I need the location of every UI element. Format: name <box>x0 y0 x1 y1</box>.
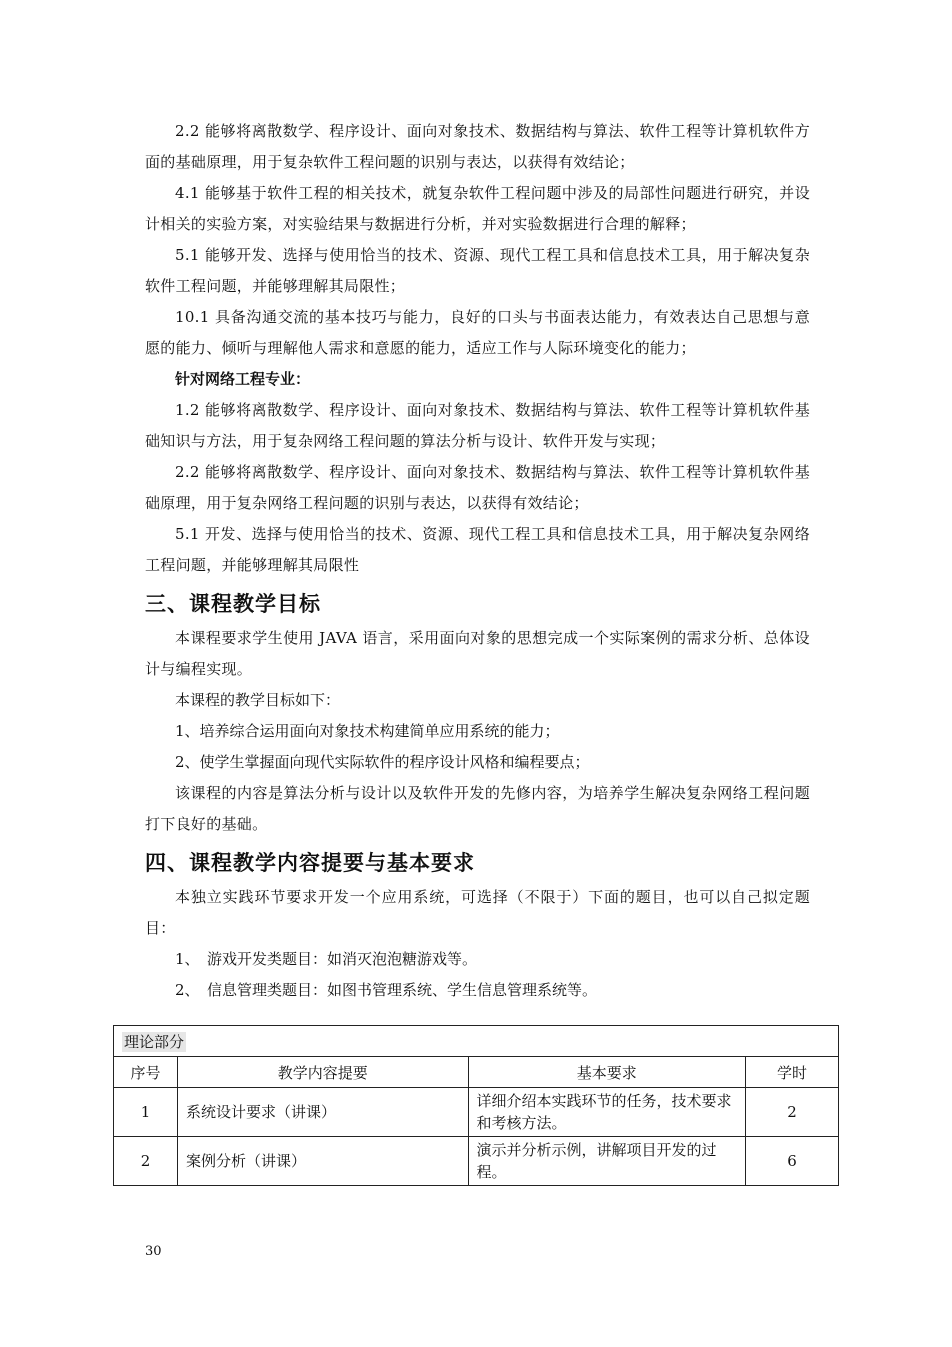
section-3-goal-1: 1、培养综合运用面向对象技术构建简单应用系统的能力； <box>175 722 560 740</box>
cell-requirement: 演示并分析示例，讲解项目开发的过程。 <box>468 1137 746 1186</box>
cell-content: 案例分析（讲课） <box>177 1137 468 1186</box>
network-paragraph-2-2: 2.2 能够将离散数学、程序设计、面向对象技术、数据结构与算法、软件工程等计算机软件基础原理，用于复杂网络工程问题的识别与表达，以获得有效结论； <box>145 463 810 512</box>
network-heading: 针对网络工程专业： <box>175 370 311 388</box>
cell-requirement: 详细介绍本实践环节的任务，技术要求和考核方法。 <box>468 1088 746 1137</box>
header-hours: 学时 <box>746 1057 839 1088</box>
network-paragraph-5-1: 5.1 开发、选择与使用恰当的技术、资源、现代工程工具和信息技术工具，用于解决复杂网络工程问题，并能够理解其局限性 <box>145 525 810 574</box>
cell-hours: 2 <box>746 1088 839 1137</box>
paragraph-2-2: 2.2 能够将离散数学、程序设计、面向对象技术、数据结构与算法、软件工程等计算机软件方面的基础原理，用于复杂软件工程问题的识别与表达，以获得有效结论； <box>145 122 810 171</box>
cell-no: 2 <box>114 1137 178 1186</box>
table-row <box>114 1137 839 1186</box>
table-header-row <box>114 1057 839 1088</box>
section-3-goal-2: 2、使学生掌握面向现代实际软件的程序设计风格和编程要点； <box>175 753 590 771</box>
content-table <box>113 1025 839 1186</box>
section-3-closing: 该课程的内容是算法分析与设计以及软件开发的先修内容，为培养学生解决复杂网络工程问题打下良好的基础。 <box>145 784 810 833</box>
paragraph-10-1: 10.1 具备沟通交流的基本技巧与能力，良好的口头与书面表达能力，有效表达自己思想与意愿的能力、倾听与理解他人需求和意愿的能力，适应工作与人际环境变化的能力； <box>145 308 810 357</box>
section-3-intro: 本课程要求学生使用 JAVA 语言，采用面向对象的思想完成一个实际案例的需求分析、总体设计与编程实现。 <box>145 629 810 678</box>
page-number: 30 <box>145 1244 162 1259</box>
header-requirement: 基本要求 <box>468 1057 746 1088</box>
paragraph-4-1: 4.1 能够基于软件工程的相关技术，就复杂软件工程问题中涉及的局部性问题进行研究，并设计相关的实验方案，对实验结果与数据进行分析，并对实验数据进行合理的解释； <box>145 184 810 233</box>
table-caption: 理论部分 <box>114 1026 839 1057</box>
cell-no: 1 <box>114 1088 178 1137</box>
section-4-title: 四、课程教学内容提要与基本要求 <box>145 851 475 875</box>
network-paragraph-1-2: 1.2 能够将离散数学、程序设计、面向对象技术、数据结构与算法、软件工程等计算机软件基础知识与方法，用于复杂网络工程问题的算法分析与设计、软件开发与实现； <box>145 401 810 450</box>
section-4-item-1: 1、 游戏开发类题目：如消灭泡泡糖游戏等。 <box>175 950 478 968</box>
section-3-title: 三、课程教学目标 <box>145 592 321 616</box>
header-content: 教学内容提要 <box>177 1057 468 1088</box>
header-no: 序号 <box>114 1057 178 1088</box>
table-row <box>114 1088 839 1137</box>
section-3-goals-lead: 本课程的教学目标如下： <box>175 691 341 709</box>
cell-hours: 6 <box>746 1137 839 1186</box>
section-4-item-2: 2、 信息管理类题目：如图书管理系统、学生信息管理系统等。 <box>175 981 598 999</box>
section-4-intro: 本独立实践环节要求开发一个应用系统，可选择（不限于）下面的题目，也可以自己拟定题目： <box>145 888 810 937</box>
paragraph-5-1: 5.1 能够开发、选择与使用恰当的技术、资源、现代工程工具和信息技术工具，用于解决复杂软件工程问题，并能够理解其局限性； <box>145 246 810 295</box>
table-caption-row <box>114 1026 839 1057</box>
page-content <box>145 116 810 1006</box>
cell-content: 系统设计要求（讲课） <box>177 1088 468 1137</box>
